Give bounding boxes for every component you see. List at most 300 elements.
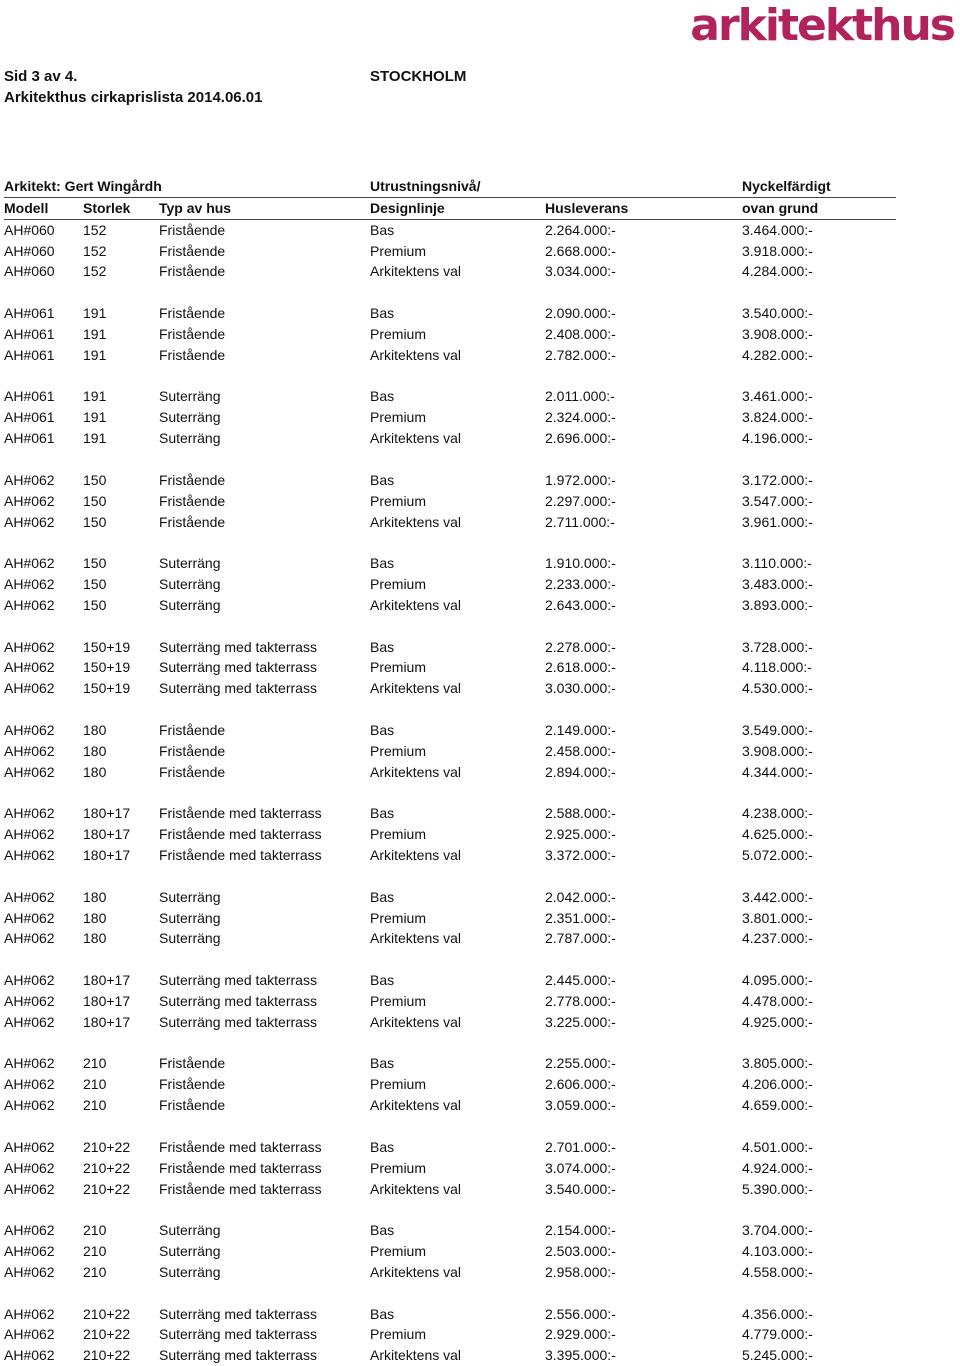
cell-house-type: Suterräng — [159, 930, 221, 947]
cell-model: AH#062 — [4, 847, 55, 863]
cell-design-line: Arkitektens val — [370, 1097, 462, 1114]
cell-house-type: Fristående — [159, 1076, 226, 1093]
cell-design-line: Bas — [370, 888, 395, 905]
cell-house-type: Fristående — [159, 221, 226, 238]
cell-design-line: Arkitektens val — [370, 763, 462, 780]
cell-design-line: Premium — [370, 1243, 427, 1260]
cell-house-type: Suterräng — [159, 909, 221, 926]
cell-design-line: Arkitektens val — [370, 263, 462, 280]
cell-model: AH#062 — [4, 1013, 55, 1030]
header-above-ground: ovan grund — [742, 199, 819, 216]
header-house-delivery: Husleverans — [545, 199, 629, 216]
cell-model: AH#062 — [4, 555, 55, 572]
cell-turnkey-price: 3.961.000:- — [742, 513, 813, 530]
cell-model: AH#062 — [4, 805, 55, 822]
table-row — [4, 595, 896, 616]
cell-house-delivery: 3.034.000:- — [545, 263, 616, 280]
cell-design-line: Bas — [370, 805, 395, 822]
cell-design-line: Premium — [370, 909, 427, 926]
cell-turnkey-price: 4.659.000:- — [742, 1097, 813, 1114]
cell-turnkey-price: 3.801.000:- — [742, 909, 813, 926]
table-header-row-2 — [4, 198, 896, 220]
table-row — [4, 574, 896, 595]
cell-design-line: Arkitektens val — [370, 680, 462, 697]
cell-size: 210 — [83, 1222, 107, 1239]
cell-size: 150 — [83, 555, 107, 572]
cell-model: AH#062 — [4, 721, 55, 738]
table-row — [4, 1262, 896, 1283]
cell-model: AH#062 — [4, 1305, 55, 1322]
table-row — [4, 1220, 896, 1241]
cell-model: AH#062 — [4, 1076, 55, 1093]
cell-house-type: Suterräng med takterrass — [159, 1013, 317, 1030]
table-row — [4, 303, 896, 324]
cell-house-type: Suterräng med takterrass — [159, 1326, 317, 1343]
cell-house-delivery: 2.297.000:- — [545, 492, 616, 509]
group-spacer — [4, 866, 896, 887]
cell-design-line: Arkitektens val — [370, 430, 462, 447]
cell-model: AH#060 — [4, 242, 55, 259]
table-row — [4, 1179, 896, 1200]
cell-house-delivery: 3.225.000:- — [545, 1013, 616, 1030]
header-house-type: Typ av hus — [159, 199, 232, 216]
cell-size: 180 — [83, 888, 107, 905]
cell-design-line: Bas — [370, 555, 395, 572]
cell-size: 150 — [83, 596, 107, 613]
cell-house-delivery: 2.233.000:- — [545, 576, 616, 593]
table-row — [4, 512, 896, 533]
cell-house-type: Fristående — [159, 263, 226, 280]
cell-model: AH#062 — [4, 1222, 55, 1239]
cell-model: AH#062 — [4, 680, 55, 697]
cell-design-line: Arkitektens val — [370, 596, 462, 613]
cell-model: AH#062 — [4, 576, 55, 593]
cell-house-type: Fristående — [159, 471, 226, 488]
table-row — [4, 345, 896, 366]
cell-turnkey-price: 3.172.000:- — [742, 471, 813, 488]
cell-house-delivery: 2.149.000:- — [545, 721, 616, 738]
cell-house-delivery: 2.894.000:- — [545, 763, 616, 780]
cell-size: 210+22 — [83, 1305, 131, 1322]
table-row — [4, 887, 896, 908]
group-spacer — [4, 282, 896, 303]
cell-size: 180+17 — [83, 847, 131, 863]
cell-house-delivery: 1.972.000:- — [545, 471, 616, 488]
cell-model: AH#062 — [4, 888, 55, 905]
cell-turnkey-price: 3.805.000:- — [742, 1055, 813, 1072]
cell-size: 191 — [83, 346, 107, 363]
cell-size: 210+22 — [83, 1138, 131, 1155]
cell-turnkey-price: 3.704.000:- — [742, 1222, 813, 1239]
cell-size: 180 — [83, 909, 107, 926]
cell-size: 191 — [83, 325, 107, 342]
cell-house-delivery: 3.395.000:- — [545, 1347, 616, 1364]
cell-turnkey-price: 4.925.000:- — [742, 1013, 813, 1030]
table-row — [4, 720, 896, 741]
table-row — [4, 741, 896, 762]
cell-size: 210 — [83, 1097, 107, 1114]
cell-house-delivery: 1.910.000:- — [545, 555, 616, 572]
cell-design-line: Bas — [370, 1055, 395, 1072]
cell-size: 191 — [83, 305, 107, 322]
cell-size: 150 — [83, 492, 107, 509]
cell-house-type: Suterräng med takterrass — [159, 680, 317, 697]
cell-turnkey-price: 4.284.000:- — [742, 263, 813, 280]
table-row — [4, 241, 896, 262]
cell-size: 180 — [83, 930, 107, 947]
cell-design-line: Bas — [370, 388, 395, 405]
header-turnkey: Nyckelfärdigt — [742, 178, 831, 194]
cell-turnkey-price: 3.918.000:- — [742, 242, 813, 259]
group-spacer — [4, 449, 896, 470]
cell-model: AH#062 — [4, 659, 55, 676]
cell-house-delivery: 2.643.000:- — [545, 596, 616, 613]
cell-house-delivery: 2.778.000:- — [545, 992, 616, 1009]
group-spacer — [4, 1116, 896, 1137]
cell-model: AH#061 — [4, 409, 55, 426]
page-meta — [4, 66, 263, 108]
arkitekthus-logo: arkitekthus — [690, 0, 954, 51]
cell-model: AH#062 — [4, 596, 55, 613]
group-spacer — [4, 1033, 896, 1054]
header-size: Storlek — [83, 199, 131, 216]
page-indicator: Sid 3 av 4. — [4, 68, 78, 85]
cell-size: 191 — [83, 409, 107, 426]
cell-size: 150+19 — [83, 638, 131, 655]
table-row — [4, 407, 896, 428]
group-spacer — [4, 532, 896, 553]
cell-size: 210 — [83, 1055, 107, 1072]
cell-house-delivery: 2.606.000:- — [545, 1076, 616, 1093]
cell-house-type: Suterräng med takterrass — [159, 972, 317, 989]
cell-design-line: Arkitektens val — [370, 930, 462, 947]
header-architect: Arkitekt: Gert Wingårdh — [4, 178, 162, 194]
cell-house-delivery: 2.042.000:- — [545, 888, 616, 905]
cell-design-line: Bas — [370, 221, 395, 238]
cell-size: 210+22 — [83, 1326, 131, 1343]
table-row — [4, 1012, 896, 1033]
table-row — [4, 637, 896, 658]
table-row — [4, 970, 896, 991]
cell-design-line: Premium — [370, 1326, 427, 1343]
table-row — [4, 762, 896, 783]
table-row — [4, 657, 896, 678]
group-spacer — [4, 782, 896, 803]
cell-turnkey-price: 3.464.000:- — [742, 221, 813, 238]
cell-design-line: Arkitektens val — [370, 847, 462, 863]
cell-turnkey-price: 4.356.000:- — [742, 1305, 813, 1322]
cell-size: 180 — [83, 763, 107, 780]
cell-house-type: Fristående — [159, 763, 226, 780]
cell-design-line: Premium — [370, 1159, 427, 1176]
cell-model: AH#062 — [4, 1263, 55, 1280]
cell-size: 210+22 — [83, 1159, 131, 1176]
cell-size: 152 — [83, 263, 107, 280]
cell-model: AH#062 — [4, 1138, 55, 1155]
table-row — [4, 324, 896, 345]
cell-design-line: Premium — [370, 1076, 427, 1093]
cell-house-delivery: 3.059.000:- — [545, 1097, 616, 1114]
cell-turnkey-price: 4.238.000:- — [742, 805, 813, 822]
price-list-title: Arkitekthus cirkaprislista 2014.06.01 — [4, 89, 263, 106]
table-row — [4, 220, 896, 241]
cell-model: AH#061 — [4, 388, 55, 405]
cell-house-delivery: 2.255.000:- — [545, 1055, 616, 1072]
cell-house-type: Suterräng — [159, 1263, 221, 1280]
cell-size: 180+17 — [83, 1013, 131, 1030]
cell-size: 180 — [83, 721, 107, 738]
cell-size: 180+17 — [83, 826, 131, 843]
cell-model: AH#061 — [4, 346, 55, 363]
cell-turnkey-price: 4.237.000:- — [742, 930, 813, 947]
cell-turnkey-price: 4.779.000:- — [742, 1326, 813, 1343]
cell-model: AH#062 — [4, 492, 55, 509]
cell-model: AH#062 — [4, 930, 55, 947]
cell-house-delivery: 2.264.000:- — [545, 221, 616, 238]
cell-turnkey-price: 3.908.000:- — [742, 742, 813, 759]
cell-design-line: Bas — [370, 1305, 395, 1322]
cell-model: AH#062 — [4, 1097, 55, 1114]
table-row — [4, 386, 896, 407]
cell-size: 152 — [83, 221, 107, 238]
cell-design-line: Bas — [370, 638, 395, 655]
cell-turnkey-price: 3.110.000:- — [742, 555, 812, 572]
cell-model: AH#062 — [4, 1326, 55, 1343]
cell-house-type: Fristående med takterrass — [159, 1159, 322, 1176]
price-table — [4, 176, 896, 1366]
cell-model: AH#062 — [4, 1159, 55, 1176]
cell-house-type: Suterräng med takterrass — [159, 1305, 317, 1322]
cell-design-line: Bas — [370, 1138, 395, 1155]
cell-turnkey-price: 3.728.000:- — [742, 638, 813, 655]
cell-house-type: Suterräng — [159, 888, 221, 905]
cell-design-line: Arkitektens val — [370, 1347, 462, 1364]
cell-turnkey-price: 3.461.000:- — [742, 388, 813, 405]
cell-turnkey-price: 4.196.000:- — [742, 430, 813, 447]
cell-house-type: Fristående — [159, 513, 226, 530]
table-row — [4, 928, 896, 949]
cell-turnkey-price: 4.924.000:- — [742, 1159, 813, 1176]
cell-house-delivery: 2.701.000:- — [545, 1138, 616, 1155]
cell-design-line: Premium — [370, 409, 427, 426]
cell-design-line: Premium — [370, 242, 427, 259]
cell-design-line: Arkitektens val — [370, 1263, 462, 1280]
cell-model: AH#062 — [4, 1347, 55, 1364]
cell-house-type: Suterräng — [159, 555, 221, 572]
cell-house-delivery: 2.011.000:- — [545, 388, 615, 405]
cell-design-line: Arkitektens val — [370, 1180, 462, 1197]
cell-house-delivery: 3.030.000:- — [545, 680, 616, 697]
cell-design-line: Premium — [370, 659, 427, 676]
cell-design-line: Bas — [370, 972, 395, 989]
table-row — [4, 1074, 896, 1095]
cell-model: AH#062 — [4, 742, 55, 759]
header-equipment-level: Utrustningsnivå/ — [370, 178, 481, 194]
cell-house-type: Fristående — [159, 1097, 226, 1114]
cell-size: 210 — [83, 1076, 107, 1093]
cell-house-type: Fristående med takterrass — [159, 826, 322, 843]
table-row — [4, 1304, 896, 1325]
cell-house-delivery: 3.540.000:- — [545, 1180, 616, 1197]
cell-size: 152 — [83, 242, 107, 259]
cell-house-delivery: 3.372.000:- — [545, 847, 616, 863]
cell-turnkey-price: 4.118.000:- — [742, 659, 812, 676]
table-row — [4, 428, 896, 449]
table-row — [4, 1158, 896, 1179]
cell-house-delivery: 2.618.000:- — [545, 659, 616, 676]
cell-house-delivery: 2.711.000:- — [545, 513, 615, 530]
cell-house-delivery: 2.154.000:- — [545, 1222, 616, 1239]
table-row — [4, 803, 896, 824]
cell-size: 150 — [83, 576, 107, 593]
cell-house-type: Fristående — [159, 242, 226, 259]
cell-house-type: Fristående — [159, 346, 226, 363]
cell-house-type: Suterräng med takterrass — [159, 659, 317, 676]
cell-size: 210+22 — [83, 1347, 131, 1364]
cell-model: AH#062 — [4, 1180, 55, 1197]
cell-turnkey-price: 3.547.000:- — [742, 492, 813, 509]
cell-design-line: Premium — [370, 992, 427, 1009]
table-row — [4, 1095, 896, 1116]
cell-house-delivery: 2.696.000:- — [545, 430, 616, 447]
cell-house-type: Suterräng med takterrass — [159, 1347, 317, 1364]
cell-turnkey-price: 3.540.000:- — [742, 305, 813, 322]
cell-house-type: Suterräng med takterrass — [159, 638, 317, 655]
cell-turnkey-price: 3.442.000:- — [742, 888, 813, 905]
group-spacer — [4, 1199, 896, 1220]
city-label: STOCKHOLM — [370, 68, 467, 85]
cell-house-type: Fristående — [159, 721, 226, 738]
cell-turnkey-price: 3.483.000:- — [742, 576, 813, 593]
cell-turnkey-price: 5.245.000:- — [742, 1347, 813, 1364]
cell-model: AH#061 — [4, 305, 55, 322]
cell-turnkey-price: 5.072.000:- — [742, 847, 813, 863]
cell-model: AH#062 — [4, 992, 55, 1009]
cell-model: AH#062 — [4, 1243, 55, 1260]
cell-turnkey-price: 4.206.000:- — [742, 1076, 813, 1093]
cell-house-type: Fristående — [159, 325, 226, 342]
table-row — [4, 824, 896, 845]
cell-house-delivery: 2.588.000:- — [545, 805, 616, 822]
cell-house-type: Suterräng — [159, 1222, 221, 1239]
cell-design-line: Bas — [370, 1222, 395, 1239]
cell-design-line: Arkitektens val — [370, 1013, 462, 1030]
table-row — [4, 1241, 896, 1262]
group-spacer — [4, 699, 896, 720]
cell-size: 191 — [83, 430, 107, 447]
cell-model: AH#060 — [4, 263, 55, 280]
cell-house-type: Fristående — [159, 492, 226, 509]
cell-house-type: Fristående — [159, 305, 226, 322]
cell-house-type: Suterräng — [159, 409, 221, 426]
cell-model: AH#061 — [4, 430, 55, 447]
cell-turnkey-price: 3.908.000:- — [742, 325, 813, 342]
table-row — [4, 1137, 896, 1158]
cell-turnkey-price: 3.893.000:- — [742, 596, 813, 613]
cell-turnkey-price: 4.095.000:- — [742, 972, 813, 989]
table-row — [4, 470, 896, 491]
cell-house-delivery: 2.787.000:- — [545, 930, 616, 947]
cell-turnkey-price: 4.103.000:- — [742, 1243, 813, 1260]
cell-house-type: Fristående med takterrass — [159, 805, 322, 822]
cell-design-line: Bas — [370, 721, 395, 738]
cell-design-line: Premium — [370, 325, 427, 342]
cell-house-delivery: 2.668.000:- — [545, 242, 616, 259]
cell-house-type: Suterräng — [159, 388, 221, 405]
cell-design-line: Bas — [370, 305, 395, 322]
cell-house-delivery: 3.074.000:- — [545, 1159, 616, 1176]
cell-design-line: Bas — [370, 471, 395, 488]
cell-size: 210+22 — [83, 1180, 131, 1197]
cell-house-delivery: 2.458.000:- — [545, 742, 616, 759]
cell-size: 210 — [83, 1263, 107, 1280]
cell-size: 150 — [83, 513, 107, 530]
cell-model: AH#062 — [4, 763, 55, 780]
cell-size: 180+17 — [83, 992, 131, 1009]
cell-design-line: Premium — [370, 742, 427, 759]
cell-house-delivery: 2.090.000:- — [545, 305, 616, 322]
cell-house-type: Suterräng — [159, 430, 221, 447]
cell-house-delivery: 2.445.000:- — [545, 972, 616, 989]
cell-house-delivery: 2.782.000:- — [545, 346, 616, 363]
cell-size: 210 — [83, 1243, 107, 1260]
cell-house-delivery: 2.408.000:- — [545, 325, 616, 342]
cell-size: 180+17 — [83, 805, 131, 822]
table-row — [4, 908, 896, 929]
table-row — [4, 491, 896, 512]
cell-turnkey-price: 3.824.000:- — [742, 409, 813, 426]
cell-design-line: Premium — [370, 576, 427, 593]
cell-turnkey-price: 4.478.000:- — [742, 992, 813, 1009]
cell-turnkey-price: 3.549.000:- — [742, 721, 813, 738]
cell-model: AH#062 — [4, 826, 55, 843]
cell-house-type: Suterräng — [159, 1243, 221, 1260]
cell-house-delivery: 2.925.000:- — [545, 826, 616, 843]
cell-size: 180 — [83, 742, 107, 759]
table-row — [4, 991, 896, 1012]
cell-house-type: Fristående med takterrass — [159, 847, 322, 863]
cell-house-delivery: 2.324.000:- — [545, 409, 616, 426]
table-body — [4, 220, 896, 1366]
table-row — [4, 553, 896, 574]
table-row — [4, 678, 896, 699]
cell-turnkey-price: 4.501.000:- — [742, 1138, 813, 1155]
cell-house-delivery: 2.278.000:- — [545, 638, 616, 655]
cell-design-line: Arkitektens val — [370, 346, 462, 363]
cell-house-delivery: 2.929.000:- — [545, 1326, 616, 1343]
cell-design-line: Premium — [370, 492, 427, 509]
cell-model: AH#062 — [4, 909, 55, 926]
cell-model: AH#062 — [4, 1055, 55, 1072]
cell-model: AH#062 — [4, 513, 55, 530]
table-row — [4, 261, 896, 282]
group-spacer — [4, 1283, 896, 1304]
cell-house-delivery: 2.556.000:- — [545, 1305, 616, 1322]
cell-house-type: Fristående — [159, 742, 226, 759]
cell-size: 150+19 — [83, 680, 131, 697]
cell-size: 191 — [83, 388, 107, 405]
cell-model: AH#061 — [4, 325, 55, 342]
cell-house-delivery: 2.503.000:- — [545, 1243, 616, 1260]
cell-model: AH#060 — [4, 221, 55, 238]
group-spacer — [4, 366, 896, 387]
cell-model: AH#062 — [4, 638, 55, 655]
cell-design-line: Premium — [370, 826, 427, 843]
cell-design-line: Arkitektens val — [370, 513, 462, 530]
cell-house-type: Fristående med takterrass — [159, 1138, 322, 1155]
cell-house-delivery: 2.351.000:- — [545, 909, 616, 926]
header-design-line: Designlinje — [370, 199, 445, 216]
